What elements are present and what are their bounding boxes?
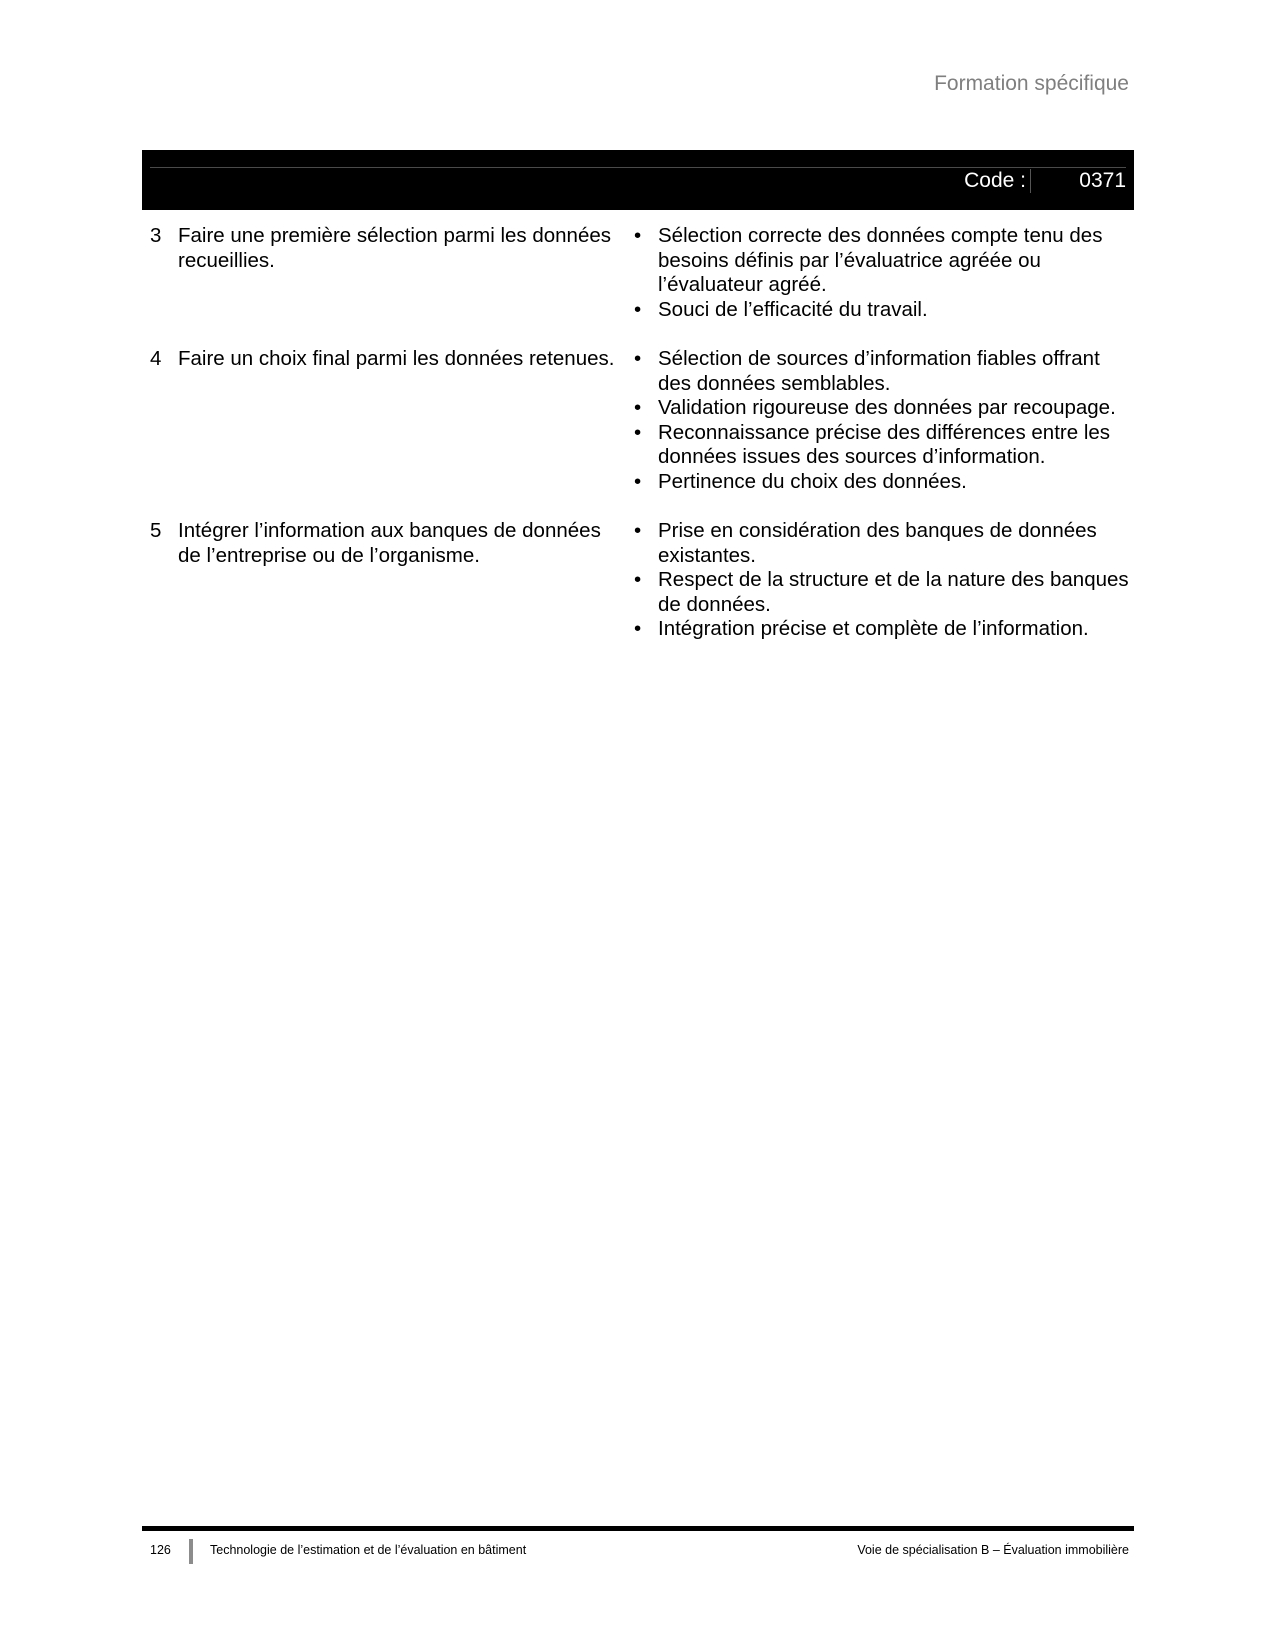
row-criteria-list: [632, 224, 1134, 322]
criterion-item: [632, 224, 1134, 298]
criterion-text: Intégration précise et complète de l’information.: [658, 617, 1089, 640]
code-bar-rule: [150, 167, 1126, 168]
bullet-icon: •: [634, 420, 642, 444]
row-criteria-list: [632, 347, 1134, 494]
bullet-icon: •: [634, 469, 642, 493]
code-label: Code :: [964, 169, 1031, 193]
criterion-text: Pertinence du choix des données.: [658, 469, 967, 493]
row-element: Faire une première sélection parmi les données recueillies.: [178, 224, 612, 272]
bullet-icon: •: [634, 617, 642, 640]
criterion-item: [632, 347, 1134, 396]
criteria-table: [142, 224, 1134, 667]
footer-page-number: 126: [150, 1543, 171, 1557]
criterion-item: [632, 568, 1134, 617]
bullet-icon: •: [634, 519, 642, 542]
row-element: Intégrer l’information aux banques de données de l’entreprise ou de l’organisme.: [178, 519, 601, 567]
footer-divider: [189, 1539, 193, 1564]
row-element: Faire un choix final parmi les données retenues.: [178, 347, 615, 370]
criteria-row: [142, 224, 1134, 322]
criterion-text: Respect de la structure et de la nature des banques de données.: [658, 568, 1129, 616]
page-header-title: Formation spécifique: [934, 72, 1129, 95]
bullet-icon: •: [634, 347, 642, 370]
criterion-item: [632, 519, 1134, 568]
bullet-icon: •: [634, 396, 642, 419]
footer-rule: [142, 1526, 1134, 1531]
criterion-text: Prise en considération des banques de données existantes.: [658, 519, 1097, 567]
criterion-text: Souci de l’efficacité du travail.: [658, 297, 928, 321]
code-value: 0371: [1079, 169, 1126, 192]
criterion-text: Sélection de sources d’information fiables offrant des données semblables.: [658, 347, 1100, 395]
criterion-item: [632, 617, 1134, 642]
criterion-item: [632, 421, 1134, 470]
row-number: 3: [150, 224, 162, 247]
bullet-icon: •: [634, 297, 642, 321]
code-bar: [142, 150, 1134, 210]
footer-document-title: Technologie de l’estimation et de l’évaluation en bâtiment: [210, 1543, 527, 1557]
criteria-row: [142, 519, 1134, 642]
criterion-item: [632, 470, 1134, 495]
criterion-item: [632, 298, 1134, 323]
bullet-icon: •: [634, 568, 642, 591]
row-criteria-list: [632, 519, 1134, 642]
row-number: 5: [150, 519, 162, 542]
criteria-row: [142, 347, 1134, 494]
footer-section-title: Voie de spécialisation B – Évaluation immobilière: [857, 1543, 1129, 1557]
bullet-icon: •: [634, 224, 642, 247]
criterion-text: Reconnaissance précise des différences entre les données issues des sources d’information.: [658, 420, 1111, 468]
criterion-text: Sélection correcte des données compte tenu des besoins définis par l’évaluatrice agréée ou l’évaluateur agréé.: [658, 224, 1103, 296]
criterion-text: Validation rigoureuse des données par recoupage.: [658, 396, 1116, 419]
row-number: 4: [150, 347, 162, 370]
criterion-item: [632, 396, 1134, 421]
